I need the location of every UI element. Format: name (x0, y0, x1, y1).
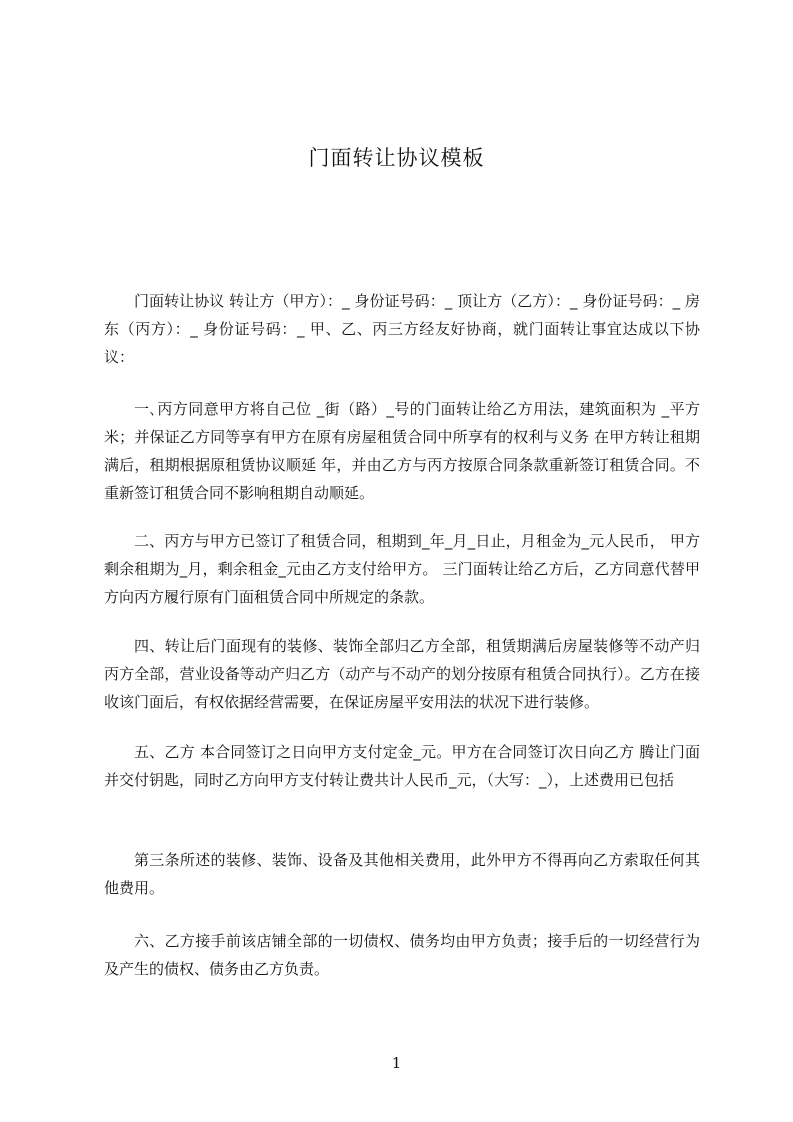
paragraph-clause-4: 四、转让后门面现有的装修、装饰全部归乙方全部，租赁期满后房屋装修等不动产归丙方全部，营业设备等动产归乙方（动产与不动产的划分按原有租赁合同执行）。乙方在接收该门面后，有权依据经营需要，在保证房屋平安用法的状况下进行装修。 (104, 637, 700, 711)
paragraph-clause-5-continued: 第三条所述的装修、装饰、设备及其他相关费用，此外甲方不得再向乙方索取任何其他费用。 (104, 851, 700, 897)
paragraph-clause-1: 一､丙方同意甲方将自己位 _街（路）_号的门面转让给乙方用法，建筑面积为 _平方米；并保证乙方同等享有甲方在原有房屋租赁合同中所享有的权利与义务 在甲方转让租期满后，租期根据原租赁协议顺延 年，并由乙方与丙方按原合同条款重新签订租赁合同。不重新签订租赁合同不影响租期自动顺延。 (104, 400, 700, 502)
document-title: 门面转让协议模板 (308, 146, 485, 170)
page-number: 1 (391, 1054, 402, 1072)
paragraph-clause-6: 六、乙方接手前该店铺全部的一切债权、债务均由甲方负责；接手后的一切经营行为及产生的债权、债务由乙方负责。 (104, 932, 700, 978)
paragraph-clause-2: 二、丙方与甲方已签订了租赁合同，租期到_年_月_日止，月租金为_元人民币， 甲方剩余租期为_月，剩余租金_元由乙方支付给甲方。 三门面转让给乙方后，乙方同意代替甲方向丙方履行原有门面租赁合同中所规定的条款。 (104, 532, 700, 606)
paragraph-preamble: 门面转让协议 转让方（甲方）：_ 身份证号码：_ 顶让方（乙方）：_ 身份证号码：_ 房东（丙方）：_ 身份证号码：_ 甲、乙、丙三方经友好协商，就门面转让事宜达成以下协议： (104, 292, 700, 366)
paragraph-clause-5: 五、乙方 本合同签订之日向甲方支付定金_元。甲方在合同签订次日向乙方 腾让门面并交付钥匙，同时乙方向甲方支付转让费共计人民币_元，（大写：_），上述费用已包括 (104, 743, 700, 789)
